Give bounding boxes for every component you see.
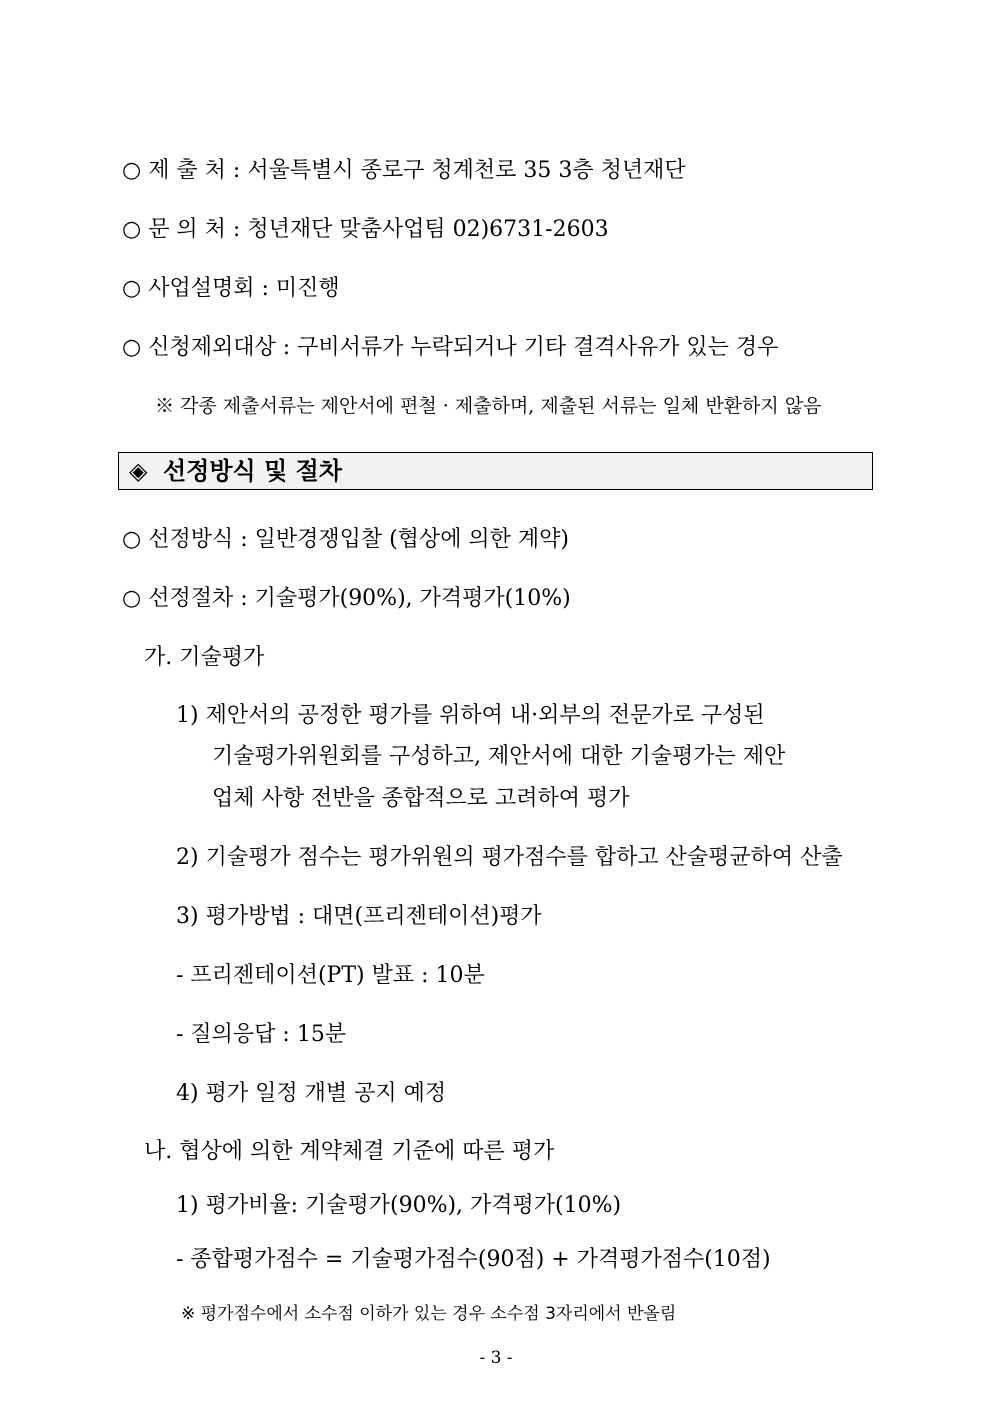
tech-eval-item-2: 2) 기술평가 점수는 평가위원의 평가점수를 합하고 산술평균하여 산출 (176, 845, 843, 870)
submission-note: ※ 각종 제출서류는 제안서에 편철 · 제출하며, 제출된 서류는 일체 반환하지 않음 (155, 395, 822, 417)
presentation-duration: - 프리젠테이션(PT) 발표 : 10분 (176, 963, 485, 988)
tech-eval-item-3: 3) 평가방법 : 대면(프리젠테이션)평가 (176, 904, 542, 929)
exclusion-line: ○ 신청제외대상 : 구비서류가 누락되거나 기타 결격사유가 있는 경우 (122, 335, 779, 360)
total-score-formula: - 종합평가점수 = 기술평가점수(90점) + 가격평가점수(10점) (176, 1247, 771, 1272)
diamond-icon: ◈ (129, 457, 148, 485)
tech-eval-item-1-line-1: 1) 제안서의 공정한 평가를 위하여 내·외부의 전문가로 구성된 (176, 703, 765, 728)
rounding-note: ※ 평가점수에서 소수점 이하가 있는 경우 소수점 3자리에서 반올림 (181, 1304, 677, 1324)
page-number: - 3 - (479, 1348, 513, 1368)
negotiation-eval-item-1: 1) 평가비율: 기술평가(90%), 가격평가(10%) (176, 1193, 622, 1218)
tech-eval-item-1-line-3: 업체 사항 전반을 종합적으로 고려하여 평가 (212, 786, 630, 811)
section-title: 선정방식 및 절차 (163, 457, 342, 485)
inquiry-line: ○ 문 의 처 : 청년재단 맞춤사업팀 02)6731-2603 (122, 217, 609, 242)
negotiation-eval-heading: 나. 협상에 의한 계약체결 기준에 따른 평가 (144, 1139, 555, 1164)
tech-eval-heading: 가. 기술평가 (144, 645, 265, 670)
tech-eval-item-4: 4) 평가 일정 개별 공지 예정 (176, 1081, 447, 1106)
submit-line: ○ 제 출 처 : 서울특별시 종로구 청계천로 35 3층 청년재단 (122, 158, 686, 183)
section-header (118, 452, 873, 490)
method-line: ○ 선정방식 : 일반경쟁입찰 (협상에 의한 계약) (122, 527, 570, 552)
procedure-line: ○ 선정절차 : 기술평가(90%), 가격평가(10%) (122, 586, 571, 611)
briefing-line: ○ 사업설명회 : 미진행 (122, 276, 340, 301)
tech-eval-item-1-line-2: 기술평가위원회를 구성하고, 제안서에 대한 기술평가는 제안 (212, 744, 786, 769)
qa-duration: - 질의응답 : 15분 (176, 1022, 347, 1047)
